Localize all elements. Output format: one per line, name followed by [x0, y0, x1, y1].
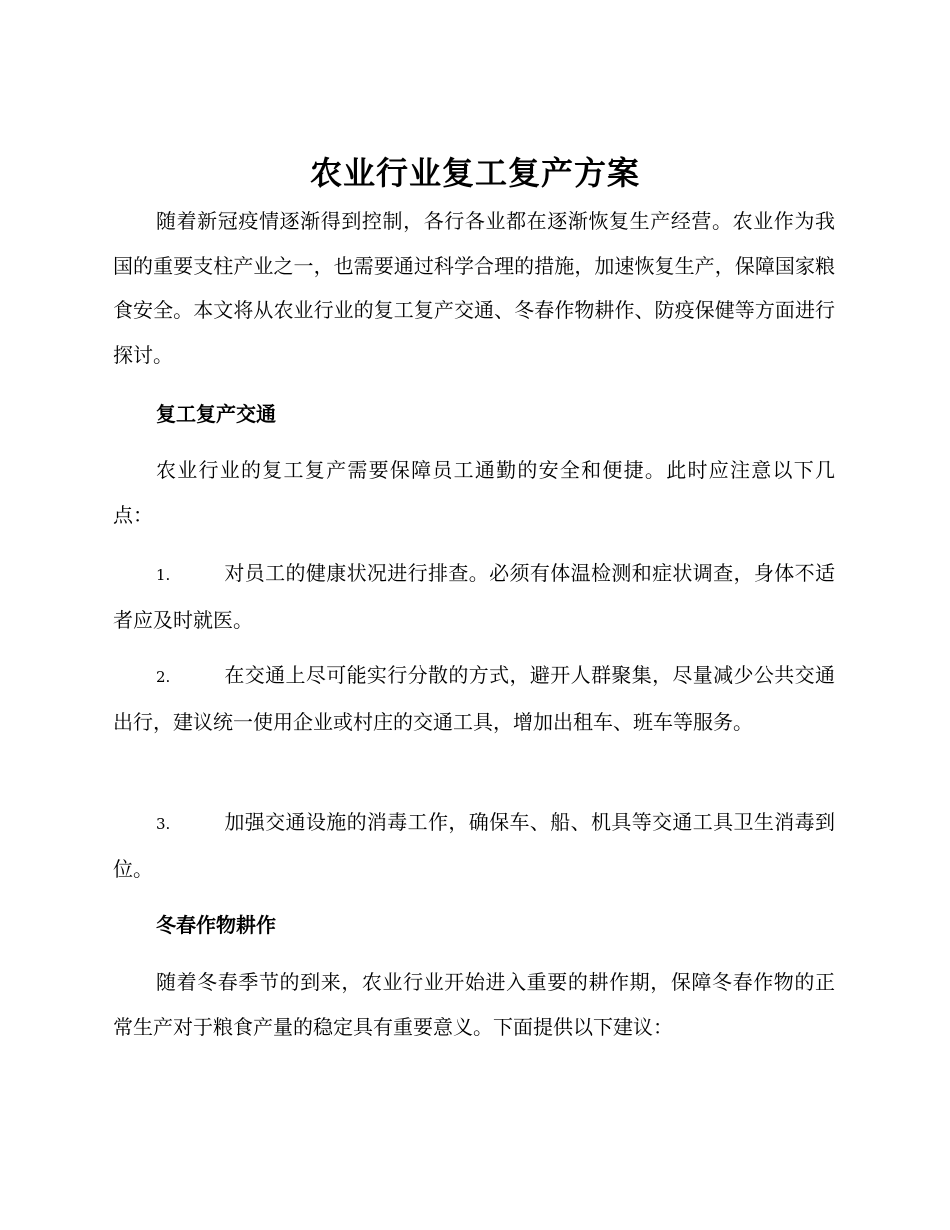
list-item-text: 加强交通设施的消毒工作，确保车、船、机具等交通工具卫生消毒到位。 [113, 810, 835, 881]
list-item [113, 800, 835, 891]
intro-paragraph: 随着新冠疫情逐渐得到控制，各行各业都在逐渐恢复生产经营。农业作为我国的重要支柱产业之一，也需要通过科学合理的措施，加速恢复生产，保障国家粮食安全。本文将从农业行业的复工复产交通、冬春作物耕作、防疫保健等方面进行探讨。 [113, 209, 835, 367]
list-number: 2. [156, 668, 171, 686]
section-heading-crops: 冬春作物耕作 [156, 913, 276, 937]
list-item [113, 653, 835, 744]
crops-lead-paragraph: 随着冬春季节的到来，农业行业开始进入重要的耕作期，保障冬春作物的正常生产对于粮食产量的稳定具有重要意义。下面提供以下建议： [113, 970, 835, 1039]
transport-lead-paragraph: 农业行业的复工复产需要保障员工通勤的安全和便捷。此时应注意以下几点： [113, 458, 835, 527]
list-number: 1. [156, 566, 171, 584]
section-heading-transport: 复工复产交通 [156, 402, 276, 426]
list-item-text: 在交通上尽可能实行分散的方式，避开人群聚集，尽量减少公共交通出行，建议统一使用企业或村庄的交通工具，增加出租车、班车等服务。 [113, 663, 835, 734]
list-item-text: 对员工的健康状况进行排查。必须有体温检测和症状调查，身体不适者应及时就医。 [113, 561, 835, 632]
list-number: 3. [156, 815, 171, 833]
list-item [113, 551, 835, 642]
document-title: 农业行业复工复产方案 [309, 154, 640, 192]
